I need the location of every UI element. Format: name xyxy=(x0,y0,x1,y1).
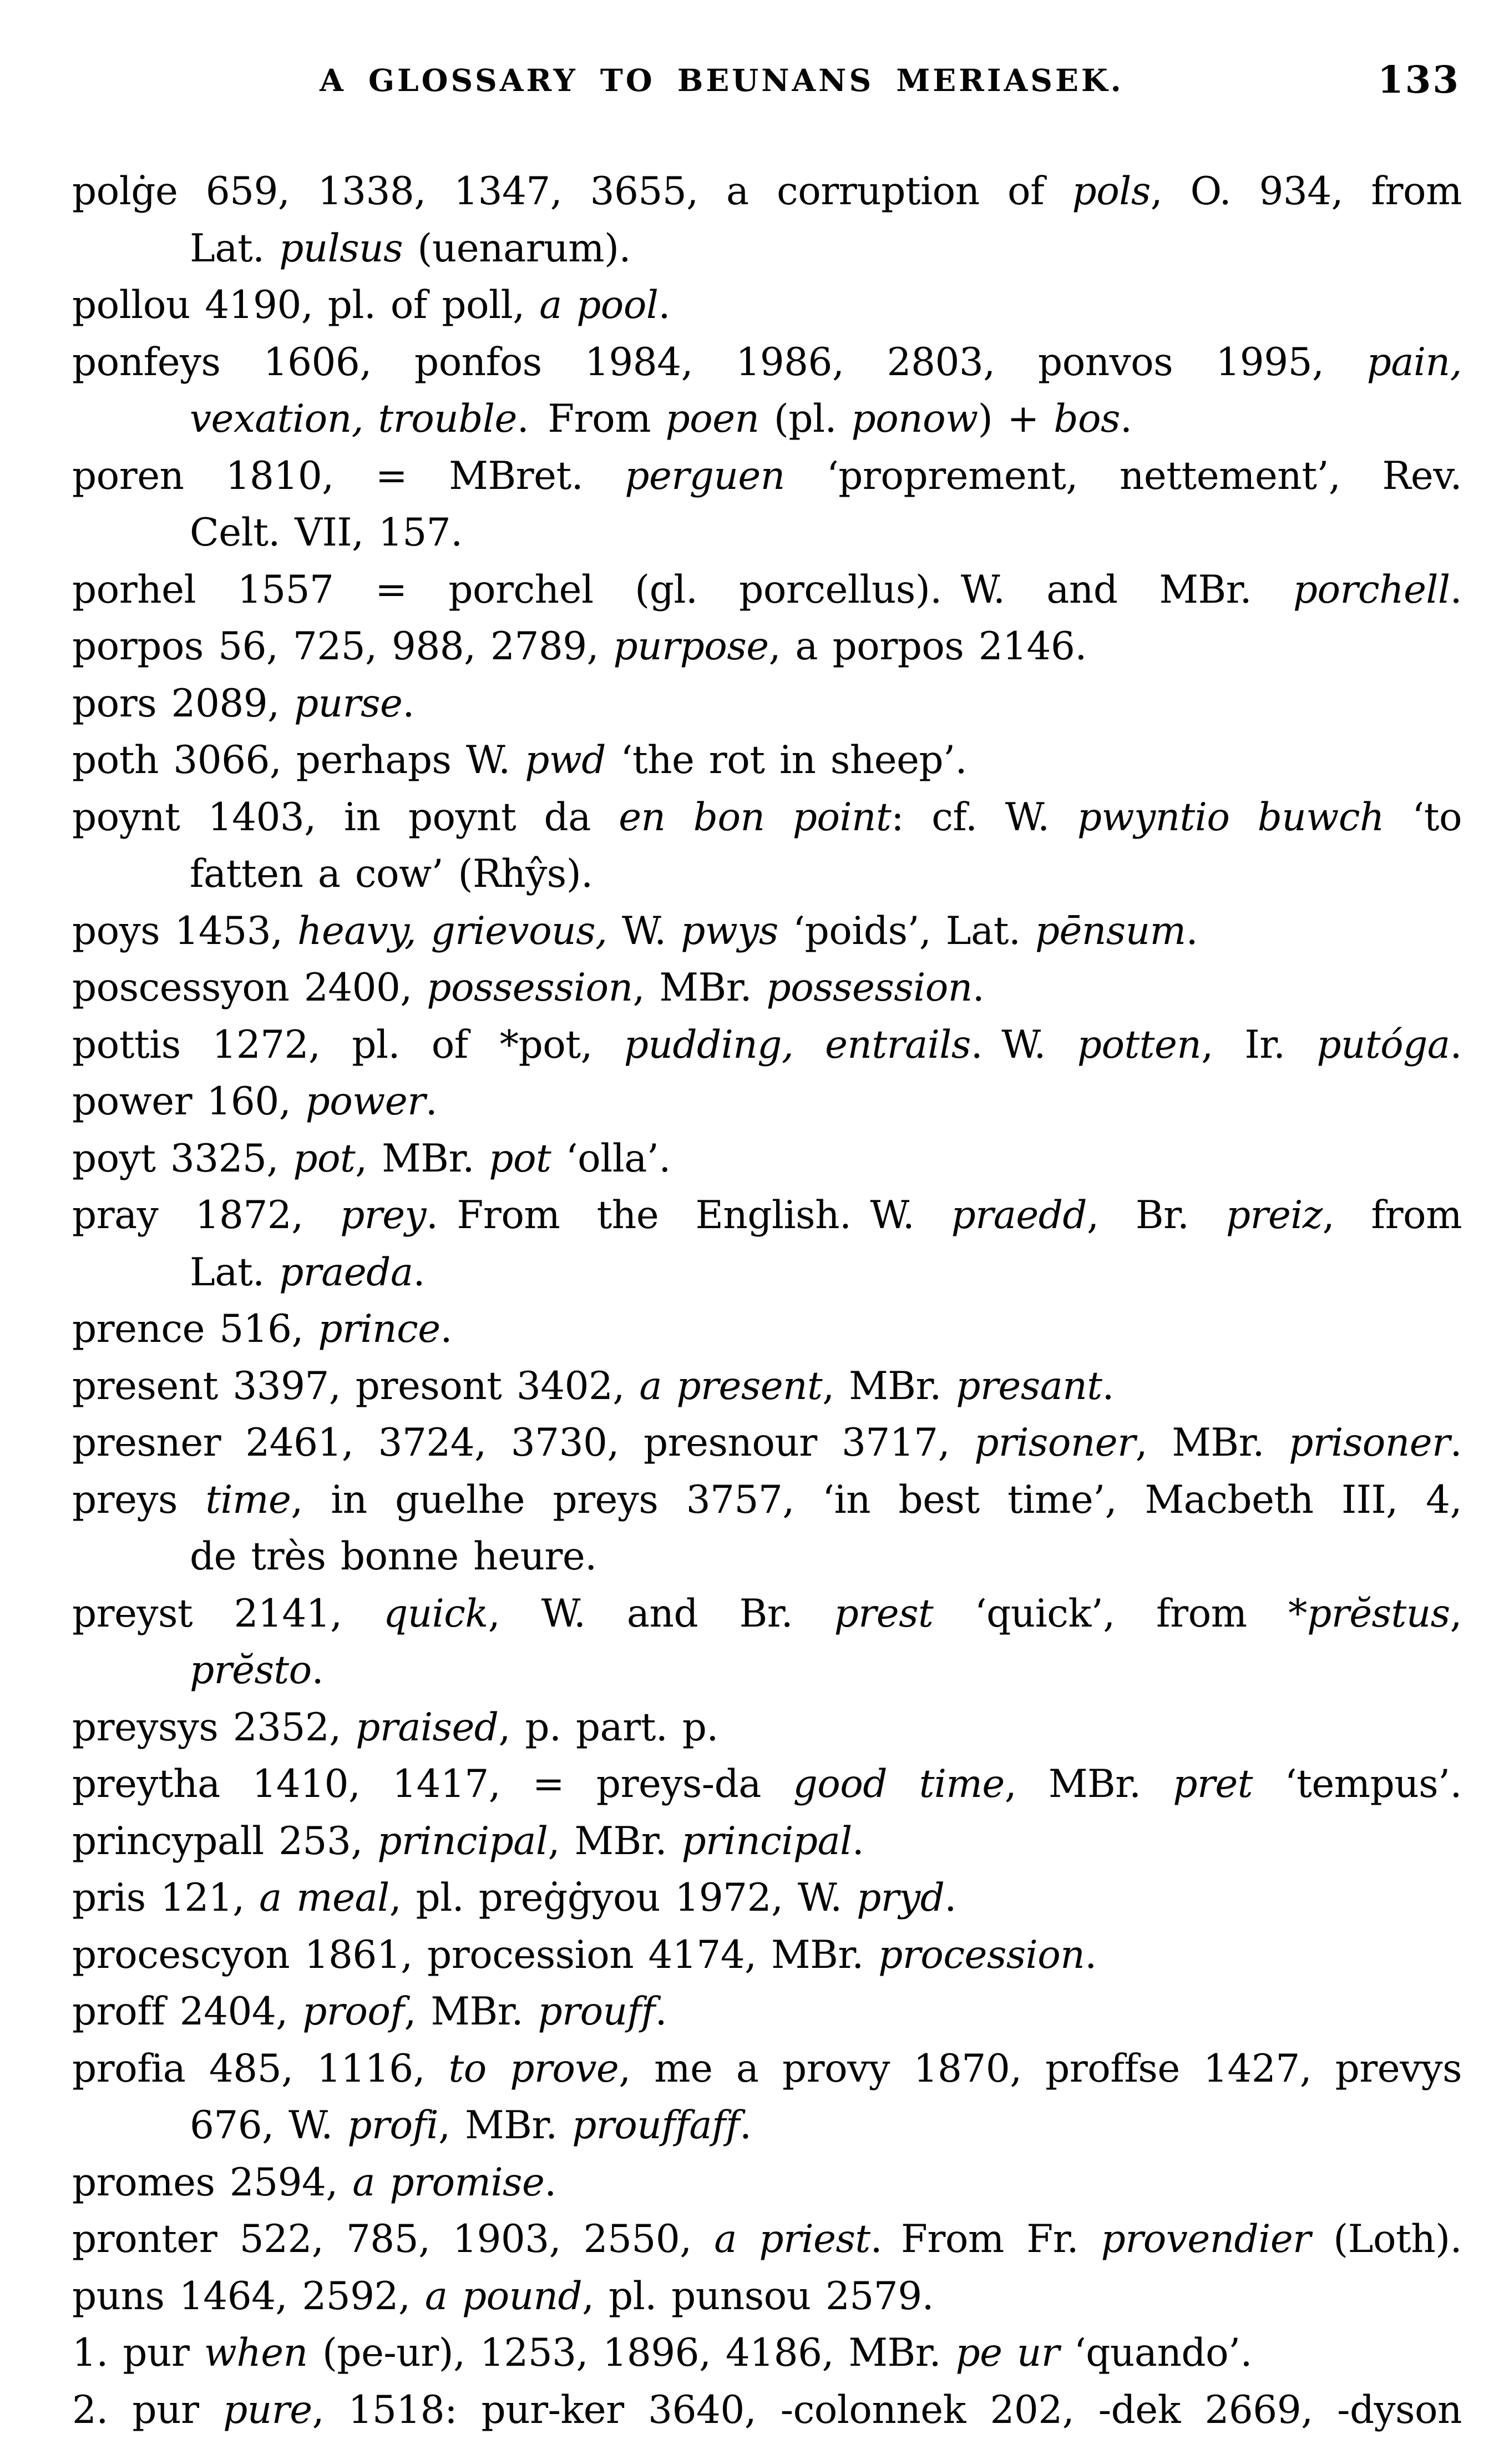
glossary-line xyxy=(72,220,1462,277)
glossary-line xyxy=(72,1073,1462,1130)
glossary-line xyxy=(72,1756,1462,1813)
italic-segment: pudding, entrails xyxy=(624,1022,971,1067)
text-segment: , from xyxy=(1322,1193,1462,1238)
text-segment: . xyxy=(402,681,414,726)
text-segment: pronter 522, 785, 1903, 2550, xyxy=(72,2217,715,2261)
page-header xyxy=(72,58,1460,118)
italic-segment: prisoner xyxy=(974,1421,1136,1465)
italic-segment: prince xyxy=(318,1307,440,1351)
italic-segment: possession xyxy=(427,966,633,1010)
text-segment: ‘quick’, from * xyxy=(933,1591,1308,1636)
text-segment: poyt 3325, xyxy=(72,1136,293,1181)
text-segment: Lat. xyxy=(190,1250,280,1295)
italic-segment: prey xyxy=(340,1193,427,1238)
glossary-line xyxy=(72,1017,1462,1074)
text-segment: . xyxy=(658,283,670,327)
italic-segment: prĕstus xyxy=(1307,1591,1450,1636)
text-segment: , MBr. xyxy=(1135,1421,1289,1465)
text-segment: preysys 2352, xyxy=(72,1705,356,1750)
italic-segment: a priest xyxy=(714,2217,870,2261)
text-segment: 1. pur xyxy=(72,2331,204,2375)
italic-segment: poen xyxy=(665,397,759,441)
text-segment: . xyxy=(740,2103,752,2148)
text-segment: , MBr. xyxy=(1004,1762,1173,1806)
text-segment: , p. part. p. xyxy=(498,1705,718,1750)
glossary-line xyxy=(72,2041,1462,2098)
text-segment: poynt 1403, in poynt da xyxy=(72,795,619,840)
glossary-line xyxy=(72,1699,1462,1756)
glossary-line xyxy=(72,1358,1462,1415)
italic-segment: principal xyxy=(377,1819,548,1864)
italic-segment: putóga xyxy=(1316,1022,1450,1067)
italic-segment: pwys xyxy=(681,908,778,953)
text-segment: pray 1872, xyxy=(72,1193,341,1238)
text-segment: (pe-ur), 1253, 1896, 4186, MBr. xyxy=(307,2331,956,2375)
italic-segment: presant xyxy=(956,1364,1102,1408)
glossary-line xyxy=(72,1415,1462,1472)
glossary-line xyxy=(72,1187,1462,1244)
text-segment: , me a provy 1870, proffse 1427, prevys xyxy=(619,2046,1462,2091)
glossary-line xyxy=(72,1301,1462,1358)
text-segment: porhel 1557 = porchel (gl. porcellus). W. and MBr. xyxy=(72,567,1293,612)
text-segment: ‘to xyxy=(1384,795,1462,840)
text-segment: poth 3066, perhaps W. xyxy=(72,738,525,782)
text-segment: . xyxy=(852,1819,864,1864)
text-segment: , MBr. xyxy=(632,966,767,1010)
text-segment: . xyxy=(1120,397,1132,441)
text-segment: promes 2594, xyxy=(72,2160,353,2205)
glossary-line xyxy=(72,1528,1462,1586)
italic-segment: ponow xyxy=(851,397,978,441)
italic-segment: a pound xyxy=(424,2274,583,2319)
italic-segment: en bon point xyxy=(619,795,892,840)
italic-segment: when xyxy=(204,2331,308,2375)
italic-segment: vexation, trouble xyxy=(190,397,517,441)
glossary-line xyxy=(72,277,1462,334)
text-segment: , a porpos 2146. xyxy=(768,624,1087,669)
text-segment: , Ir. xyxy=(1201,1022,1317,1067)
text-segment: poscessyon 2400, xyxy=(72,966,427,1010)
italic-segment: preiz xyxy=(1226,1193,1323,1238)
text-segment: ‘olla’. xyxy=(551,1136,671,1181)
text-segment: , pl. preġġyou 1972, W. xyxy=(389,1876,857,1920)
glossary-body xyxy=(72,163,1462,2438)
italic-segment: pulsus xyxy=(279,226,403,271)
italic-segment: pryd xyxy=(857,1876,945,1920)
text-segment: . xyxy=(1186,908,1198,953)
glossary-line xyxy=(72,2211,1462,2268)
text-segment: , MBr. xyxy=(355,1136,489,1181)
italic-segment: bos xyxy=(1054,397,1120,441)
text-segment: : cf. W. xyxy=(891,795,1077,840)
text-segment: , in guelhe preys 3757, ‘in best time’, Macbeth III, 4, xyxy=(291,1477,1462,1522)
text-segment: . xyxy=(972,966,985,1010)
glossary-line xyxy=(72,1586,1462,1643)
text-segment: (Loth). xyxy=(1310,2217,1462,2261)
italic-segment: praeda xyxy=(279,1250,413,1295)
glossary-line xyxy=(72,675,1462,733)
italic-segment: power xyxy=(305,1079,426,1124)
text-segment: , Br. xyxy=(1087,1193,1226,1238)
text-segment: . W. xyxy=(970,1022,1077,1067)
text-segment: . xyxy=(1450,1022,1462,1067)
glossary-line xyxy=(72,1130,1462,1188)
glossary-line xyxy=(72,391,1462,448)
text-segment: . xyxy=(425,1079,438,1124)
text-segment: proff 2404, xyxy=(72,1990,303,2034)
text-segment: . xyxy=(440,1307,452,1351)
italic-segment: quick xyxy=(383,1591,488,1636)
glossary-line xyxy=(72,448,1462,505)
italic-segment: profi xyxy=(347,2103,439,2148)
text-segment: , MBr. xyxy=(404,1990,538,2034)
italic-segment: pēnsum xyxy=(1035,908,1186,953)
italic-segment: pwd xyxy=(525,738,606,782)
text-segment: , MBr. xyxy=(438,2103,573,2148)
text-segment: 2. pur xyxy=(72,2387,224,2432)
glossary-line xyxy=(72,1642,1462,1699)
text-segment: ‘tempus’. xyxy=(1252,1762,1462,1806)
italic-segment: purse xyxy=(294,681,403,726)
italic-segment: prouffaff xyxy=(572,2103,740,2148)
text-segment: . From xyxy=(516,397,666,441)
italic-segment: pe ur xyxy=(955,2331,1060,2375)
glossary-line xyxy=(72,1813,1462,1870)
italic-segment: pwyntio buwch xyxy=(1077,795,1384,840)
text-segment: prence 516, xyxy=(72,1307,318,1351)
text-segment: pollou 4190, pl. of poll, xyxy=(72,283,540,327)
text-segment: ‘the rot in sheep’. xyxy=(605,738,967,782)
text-segment: . xyxy=(1102,1364,1114,1408)
text-segment: present 3397, presont 3402, xyxy=(72,1364,640,1408)
text-segment: poys 1453, xyxy=(72,908,298,953)
text-segment: . xyxy=(655,1990,667,2034)
glossary-line xyxy=(72,1244,1462,1301)
text-segment: porpos 56, 725, 988, 2789, xyxy=(72,624,614,669)
text-segment: , MBr. xyxy=(548,1819,682,1864)
glossary-line xyxy=(72,1927,1462,1984)
text-segment: preyst 2141, xyxy=(72,1591,384,1636)
italic-segment: porchell xyxy=(1293,567,1450,612)
text-segment: , W. and Br. xyxy=(488,1591,834,1636)
text-segment: . xyxy=(1450,567,1462,612)
text-segment: ponfeys 1606, ponfos 1984, 1986, 2803, ponvos 1995, xyxy=(72,340,1367,385)
glossary-line xyxy=(72,732,1462,789)
text-segment: ‘proprement, nettement’, Rev. xyxy=(784,453,1462,498)
italic-segment: potten xyxy=(1077,1022,1202,1067)
text-segment: power 160, xyxy=(72,1079,306,1124)
glossary-line xyxy=(72,1983,1462,2041)
glossary-line xyxy=(72,1870,1462,1927)
text-segment: puns 1464, 2592, xyxy=(72,2274,425,2319)
glossary-line xyxy=(72,163,1462,220)
italic-segment: proof xyxy=(302,1990,404,2034)
glossary-line xyxy=(72,562,1462,619)
glossary-line xyxy=(72,846,1462,903)
text-segment: (uenarum). xyxy=(403,226,631,271)
text-segment: poren 1810, = MBret. xyxy=(72,453,625,498)
glossary-line xyxy=(72,903,1462,960)
italic-segment: pols xyxy=(1072,169,1151,214)
text-segment: Lat. xyxy=(190,226,280,271)
text-segment: fatten a cow’ (Rhŷs). xyxy=(190,852,593,896)
text-segment: , pl. punsou 2579. xyxy=(582,2274,934,2319)
text-segment: . From the English. W. xyxy=(426,1193,951,1238)
glossary-line xyxy=(72,504,1462,562)
italic-segment: praised xyxy=(356,1705,499,1750)
italic-segment: purpose xyxy=(613,624,769,669)
text-segment: preytha 1410, 1417, = preys-da xyxy=(72,1762,793,1806)
text-segment: . xyxy=(311,1648,324,1693)
text-segment: pors 2089, xyxy=(72,681,295,726)
italic-segment: a promise xyxy=(352,2160,545,2205)
text-segment: polġe 659, 1338, 1347, 3655, a corruption of xyxy=(72,169,1072,214)
italic-segment: a pool xyxy=(539,283,659,327)
text-segment: ) + xyxy=(978,397,1054,441)
page-header-title: A GLOSSARY TO BEUNANS MERIASEK. xyxy=(320,62,1124,98)
glossary-line xyxy=(72,618,1462,675)
text-segment: , O. 934, from xyxy=(1150,169,1462,214)
text-segment: , xyxy=(1450,1591,1462,1636)
glossary-line xyxy=(72,2097,1462,2154)
italic-segment: pure xyxy=(223,2387,312,2432)
italic-segment: pret xyxy=(1173,1762,1253,1806)
text-segment: Celt. VII, 157. xyxy=(190,511,463,555)
text-segment: preys xyxy=(72,1477,206,1522)
text-segment: de très bonne heure. xyxy=(190,1534,597,1579)
text-segment: . From Fr. xyxy=(870,2217,1101,2261)
text-segment: (pl. xyxy=(759,397,852,441)
text-segment: profia 485, 1116, xyxy=(72,2046,449,2091)
italic-segment: heavy, grievous, xyxy=(297,908,607,953)
italic-segment: pot xyxy=(293,1136,356,1181)
text-segment: presner 2461, 3724, 3730, presnour 3717, xyxy=(72,1421,975,1465)
italic-segment: perguen xyxy=(625,453,785,498)
italic-segment: a present xyxy=(639,1364,823,1408)
text-segment: pris 121, xyxy=(72,1876,260,1920)
glossary-line xyxy=(72,2382,1462,2439)
text-segment: , MBr. xyxy=(822,1364,956,1408)
glossary-line xyxy=(72,2325,1462,2382)
text-segment: princypall 253, xyxy=(72,1819,378,1864)
glossary-line xyxy=(72,2154,1462,2211)
italic-segment: prisoner xyxy=(1289,1421,1450,1465)
italic-segment: a meal xyxy=(259,1876,389,1920)
italic-segment: pain, xyxy=(1366,340,1462,385)
glossary-line xyxy=(72,2268,1462,2325)
text-segment: W. xyxy=(607,908,681,953)
text-segment: ‘poids’, Lat. xyxy=(778,908,1035,953)
italic-segment: to prove xyxy=(448,2046,619,2091)
glossary-line xyxy=(72,789,1462,846)
italic-segment: time xyxy=(205,1477,291,1522)
italic-segment: prouff xyxy=(538,1990,655,2034)
italic-segment: principal xyxy=(681,1819,852,1864)
glossary-line xyxy=(72,334,1462,391)
italic-segment: good time xyxy=(793,1762,1005,1806)
text-segment: ‘quando’. xyxy=(1059,2331,1252,2375)
glossary-line xyxy=(72,1472,1462,1529)
italic-segment: procession xyxy=(878,1932,1085,1977)
glossary-line xyxy=(72,960,1462,1017)
text-segment: , 1518: pur-ker 3640, -colonnek 202, -dek 2669, -dyson xyxy=(312,2387,1462,2432)
italic-segment: prest xyxy=(834,1591,934,1636)
text-segment: . xyxy=(944,1876,956,1920)
text-segment: . xyxy=(1450,1421,1462,1465)
italic-segment: prĕsto xyxy=(190,1648,312,1693)
text-segment: . xyxy=(413,1250,425,1295)
text-segment: . xyxy=(1085,1932,1097,1977)
text-segment: pottis 1272, pl. of *pot, xyxy=(72,1022,624,1067)
text-segment: 676, W. xyxy=(190,2103,348,2148)
italic-segment: provendier xyxy=(1101,2217,1311,2261)
text-segment: . xyxy=(544,2160,556,2205)
italic-segment: pot xyxy=(489,1136,551,1181)
italic-segment: possession xyxy=(766,966,973,1010)
italic-segment: praedd xyxy=(951,1193,1087,1238)
page-number: 133 xyxy=(1378,58,1460,102)
text-segment: procescyon 1861, procession 4174, MBr. xyxy=(72,1932,879,1977)
